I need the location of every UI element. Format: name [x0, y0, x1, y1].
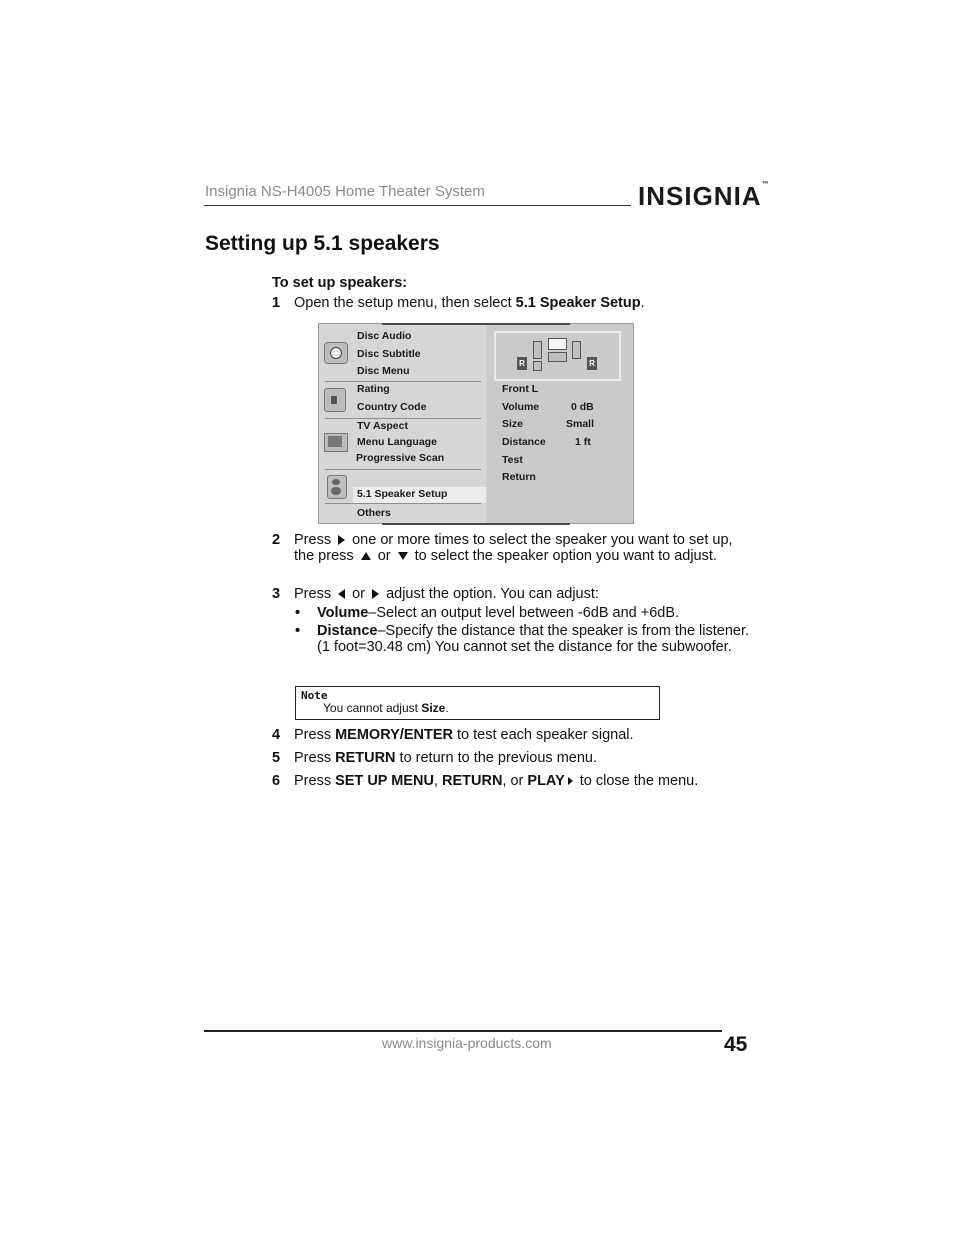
menu-item-5-1-speaker-setup[interactable]: 5.1 Speaker Setup [357, 488, 448, 500]
step-number: 6 [272, 773, 281, 789]
step-3: 3 Press or adjust the option. You can adjust: [272, 586, 599, 602]
note-heading: Note [301, 689, 328, 702]
step-2: 2 Press one or more times to select the speaker you want to set up, the press or to select the speaker option you want to adjust. [272, 532, 733, 564]
bullet-dot: • [295, 623, 301, 639]
option-size-label[interactable]: Size [502, 418, 524, 430]
menu-separator [325, 418, 481, 419]
speaker-icon [327, 475, 347, 499]
insignia-logo: INSIGNIA™ [638, 181, 770, 211]
left-arrow-icon [338, 589, 345, 599]
disc-icon [324, 342, 348, 364]
bullet-distance: • Distance–Specify the distance that the speaker is from the listener. (1 foot=30.48 cm) You cannot set the distance for the subwoofer. [295, 623, 750, 655]
step-4: 4 Press MEMORY/ENTER to test each speaker signal. [272, 727, 634, 743]
option-distance-value: 1 ft [575, 436, 591, 448]
right-arrow-icon [338, 535, 345, 545]
option-volume-value: 0 dB [571, 401, 594, 413]
menu-item-disc-audio[interactable]: Disc Audio [357, 330, 412, 342]
speaker-rear-left-label: R [517, 357, 527, 370]
front-right-speaker-icon [572, 341, 581, 359]
speaker-rear-right-label: R [587, 357, 597, 370]
menu-item-country-code[interactable]: Country Code [357, 401, 427, 413]
menu-item-disc-menu[interactable]: Disc Menu [357, 365, 410, 377]
lock-icon [324, 388, 346, 412]
step-number: 4 [272, 727, 281, 743]
step-number: 5 [272, 750, 281, 766]
menu-item-menu-language[interactable]: Menu Language [357, 436, 437, 448]
screen-icon [548, 338, 567, 350]
option-volume-label[interactable]: Volume [502, 401, 540, 413]
menu-item-others[interactable]: Others [357, 507, 391, 519]
menu-item-progressive-scan[interactable]: Progressive Scan [356, 452, 445, 464]
step-5: 5 Press RETURN to return to the previous menu. [272, 750, 598, 766]
center-speaker-icon [548, 352, 567, 362]
menu-separator [325, 503, 481, 504]
menu-separator [325, 469, 481, 470]
step-number: 3 [272, 586, 281, 602]
menu-item-disc-subtitle[interactable]: Disc Subtitle [357, 348, 421, 360]
running-header-title: Insignia NS-H4005 Home Theater System [205, 183, 485, 200]
option-distance-label[interactable]: Distance [502, 436, 546, 448]
note-text: You cannot adjust Size. [323, 701, 449, 715]
option-test-label[interactable]: Test [502, 454, 523, 466]
step-1: 1 Open the setup menu, then select 5.1 Speaker Setup. [272, 295, 645, 311]
menu-item-rating[interactable]: Rating [357, 383, 390, 395]
front-left-speaker-base-icon [533, 361, 542, 371]
procedure-subheading: To set up speakers: [272, 275, 408, 291]
step-number: 2 [272, 532, 281, 548]
up-arrow-icon [361, 552, 371, 560]
option-size-value: Small [566, 418, 595, 430]
bullet-dot: • [295, 605, 301, 621]
section-title: Setting up 5.1 speakers [205, 232, 440, 255]
footer-url: www.insignia-products.com [382, 1035, 552, 1051]
play-arrow-icon [568, 777, 573, 785]
option-return-label[interactable]: Return [502, 471, 536, 483]
step-number: 1 [272, 295, 281, 311]
menu-top-bar [382, 323, 570, 325]
step-6: 6 Press SET UP MENU, RETURN, or PLAY to close the menu. [272, 773, 699, 789]
menu-separator [325, 381, 481, 382]
menu-item-tv-aspect[interactable]: TV Aspect [357, 420, 408, 432]
page-number: 45 [724, 1033, 748, 1056]
footer-rule [204, 1030, 722, 1032]
header-rule [204, 205, 631, 206]
bullet-volume: • Volume–Select an output level between -6dB and +6dB. [295, 605, 680, 621]
front-left-speaker-icon [533, 341, 542, 359]
down-arrow-icon [398, 552, 408, 560]
speaker-heading: Front L [502, 383, 539, 395]
right-arrow-icon [372, 589, 379, 599]
tv-icon [324, 433, 348, 452]
menu-bottom-bar [382, 523, 570, 525]
